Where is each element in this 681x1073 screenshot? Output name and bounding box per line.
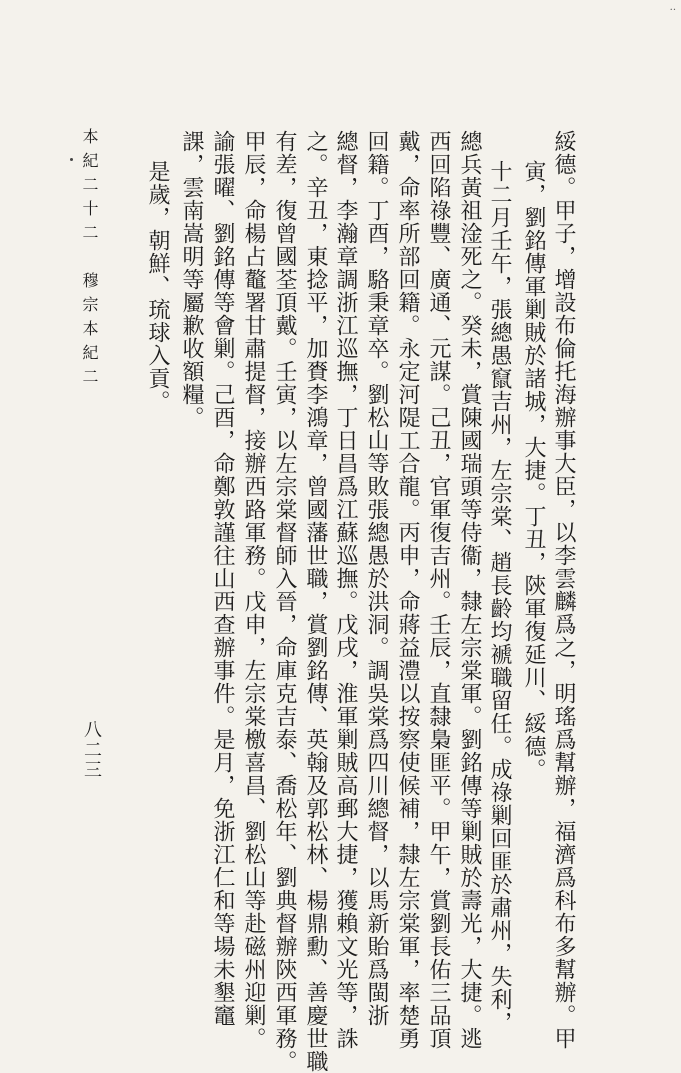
text-column-4: 總兵黃祖淦死之。癸未，賞陳國瑞頭等侍衞，隸左宗棠軍。劉銘傳等剿賊於壽光，大捷。逃 xyxy=(457,130,482,1050)
running-title: 本紀二十二 穆宗本紀二 xyxy=(80,128,99,392)
corner-mark: .. xyxy=(669,2,676,13)
text-column-1: 綏德。甲子，增設布倫托海辦事大臣，以李雲麟爲之，明瑤爲幫辦，福濟爲科布多幫辦。甲 xyxy=(551,130,576,1050)
text-column-14: 是歲，朝鮮、琉球入貢。 xyxy=(145,160,170,413)
text-column-11: 甲辰，命楊占鼇署甘肅提督，接辦西路軍務。戊申，左宗棠檄喜昌、劉松山等赴磁州迎剿。 xyxy=(241,130,266,1050)
text-column-7: 回籍。丁酉，駱秉章卒。劉松山等敗張總愚於洪洞。調吳棠爲四川總督，以馬新貽爲閩浙 xyxy=(364,130,389,1027)
text-column-13: 課，雲南嵩明等屬歉收額糧。 xyxy=(179,130,204,429)
text-column-3: 十二月壬午，張總愚竄吉州，左宗棠、趙長齡均褫職留任。成祿剿回匪於肅州，失利， xyxy=(487,160,512,1034)
text-column-12: 諭張曜、劉銘傳等會剿。己酉，命鄭敦謹往山西查辦事件。是月，免浙江仁和等場未墾竈 xyxy=(210,130,235,1027)
text-column-5: 西回陷祿豐、廣通、元謀。己丑，官軍復吉州。壬辰，直隸梟匪平。甲午，賞劉長佑三品頂 xyxy=(426,130,451,1050)
ink-speck xyxy=(70,158,73,161)
text-column-8: 總督，李瀚章調浙江巡撫，丁日昌爲江蘇巡撫。戊戌，淮軍剿賊高郵大捷，獲賴文光等，誅 xyxy=(333,130,358,1050)
page-number: 八二三 xyxy=(81,720,102,780)
text-column-9: 之。辛丑，東捻平，加賚李鴻章，曾國藩世職，賞劉銘傳、英翰及郭松林、楊鼎勳、善慶世職 xyxy=(303,130,328,1073)
text-column-2: 寅，劉銘傳軍剿賊於諸城，大捷。丁丑，陝軍復延川、綏德。 xyxy=(521,160,546,781)
text-column-10: 有差，復曾國荃頂戴。壬寅，以左宗棠督師入晉，命庫克吉泰、喬松年、劉典督辦陝西軍務。 xyxy=(272,130,297,1073)
text-column-6: 戴，命率所部回籍。永定河隄工合龍。丙申，命蔣益澧以按察使候補，隸左宗棠軍，率楚勇 xyxy=(395,130,420,1050)
